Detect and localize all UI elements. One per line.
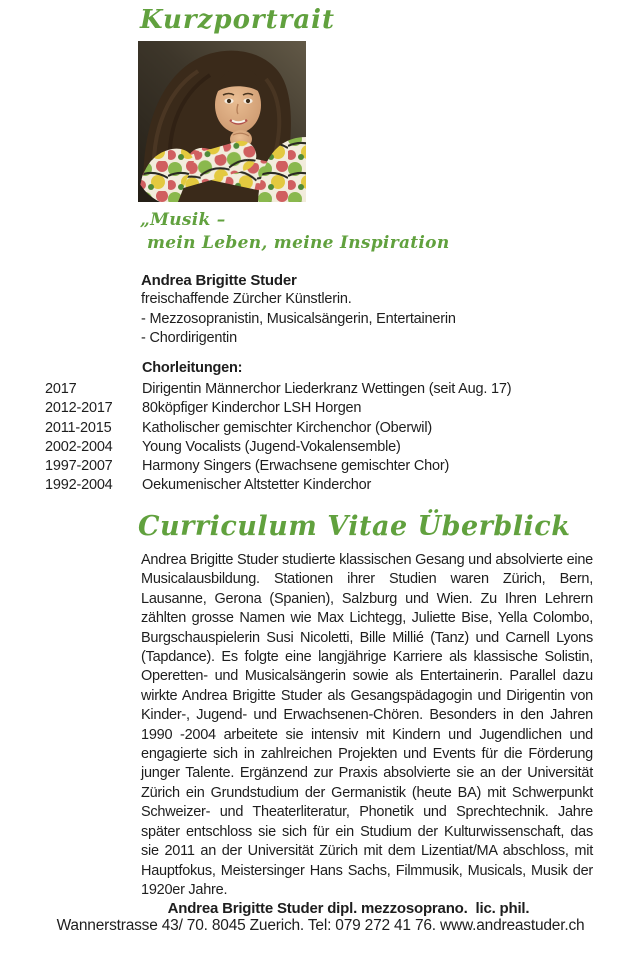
choir-years: 1992-2004 <box>45 477 113 494</box>
choir-row <box>0 399 627 418</box>
choir-text: Oekumenischer Altstetter Kinderchor <box>142 477 372 494</box>
choir-years: 2012-2017 <box>45 400 113 417</box>
cv-heading: Curriculum Vitae Überblick <box>138 511 571 542</box>
choir-years: 2002-2004 <box>45 438 113 455</box>
choir-text: Dirigentin Männerchor Liederkranz Wettingen (seit Aug. 17) <box>142 381 512 397</box>
choir-years: 2017 <box>45 381 77 397</box>
choir-row <box>0 419 627 438</box>
choir-row <box>0 457 627 476</box>
intro-line-2: - Mezzosopranistin, Musicalsängerin, Entertainerin <box>141 310 456 327</box>
quote-line-1: „Musik – <box>140 210 226 230</box>
page-title: Kurzportrait <box>140 5 336 35</box>
choir-text: Harmony Singers (Erwachsene gemischter Chor) <box>142 458 450 475</box>
choir-years: 1997-2007 <box>45 458 113 475</box>
chorleitungen-list <box>0 380 627 496</box>
choir-row <box>0 438 627 457</box>
choir-text: Young Vocalists (Jugend-Vokalensemble) <box>142 438 401 455</box>
choir-row <box>0 380 627 399</box>
choir-years: 2011-2015 <box>45 419 112 436</box>
quote <box>140 209 449 255</box>
person-name: Andrea Brigitte Studer <box>141 272 297 289</box>
intro-line-1: freischaffende Zürcher Künstlerin. <box>141 291 352 308</box>
footer-contact-line: Wannerstrasse 43/ 70. 8045 Zuerich. Tel: 079 272 41 76. www.andreastuder.ch <box>56 917 585 934</box>
choir-text: Katholischer gemischter Kirchenchor (Oberwil) <box>142 419 432 436</box>
intro-line-3: - Chordirigentin <box>141 329 237 346</box>
footer <box>0 900 627 935</box>
intro-block <box>141 271 456 348</box>
chorleitungen-heading: Chorleitungen: <box>142 360 243 376</box>
portrait-photo <box>138 41 306 202</box>
choir-row <box>0 476 627 495</box>
cv-paragraph: Andrea Brigitte Studer studierte klassischen Gesang und absolvierte eine Musicalausbildung. Stationen ihrer Studien waren Zürich, Bern, Lausanne, Gerona (Spanien), Salzburg und Wien. Zu Ihren Lehrern zählten grosse Namen wie Max Lichtegg, Juliette Bise, Yella Colombo, Burgschauspielerin Susi Nicoletti, Bille Millié (Tanz) und Carnell Lyons (Tapdance). Es folgte eine langjährige Karriere als klassische Solistin, Operetten- und Musicalsängerin sowie als Entertainerin. Parallel dazu wirkte Andrea Brigitte Studer als Gesangspädagogin und Dirigentin von Kinder-, Jugend- und Erwachsenen-Chören. Besonders in den Jahren 1990 -2004 arbeitete sie intensiv mit Kindern und Jugendlichen und engagierte sich in zahlreichen Projekten und Events für die Förderung junger Talente. Ergänzend zur Praxis absolvierte sie an der Universität Zürich ein Grundstudium der Germanistik (heute BA) mit Schwerpunkt Schweizer- und Theaterliteratur, Phonetik und Sprechtechnik. Jahre später entschloss sie sich für ein Studium der Kulturwissenschaft, das sie 2011 an der Universität Zürich mit dem Lizentiat/MA abschloss, mit Hauptfokus, Meistersinger Hans Sachs, Filmmusik, Musicals, Musik der 1920er Jahre. <box>141 552 593 898</box>
footer-name-line: Andrea Brigitte Studer dipl. mezzosoprano. lic. phil. <box>167 900 530 917</box>
portrait-photo-graphic <box>138 41 306 202</box>
choir-text: 80köpfiger Kinderchor LSH Horgen <box>142 400 362 417</box>
quote-line-2: mein Leben, meine Inspiration <box>147 233 450 253</box>
